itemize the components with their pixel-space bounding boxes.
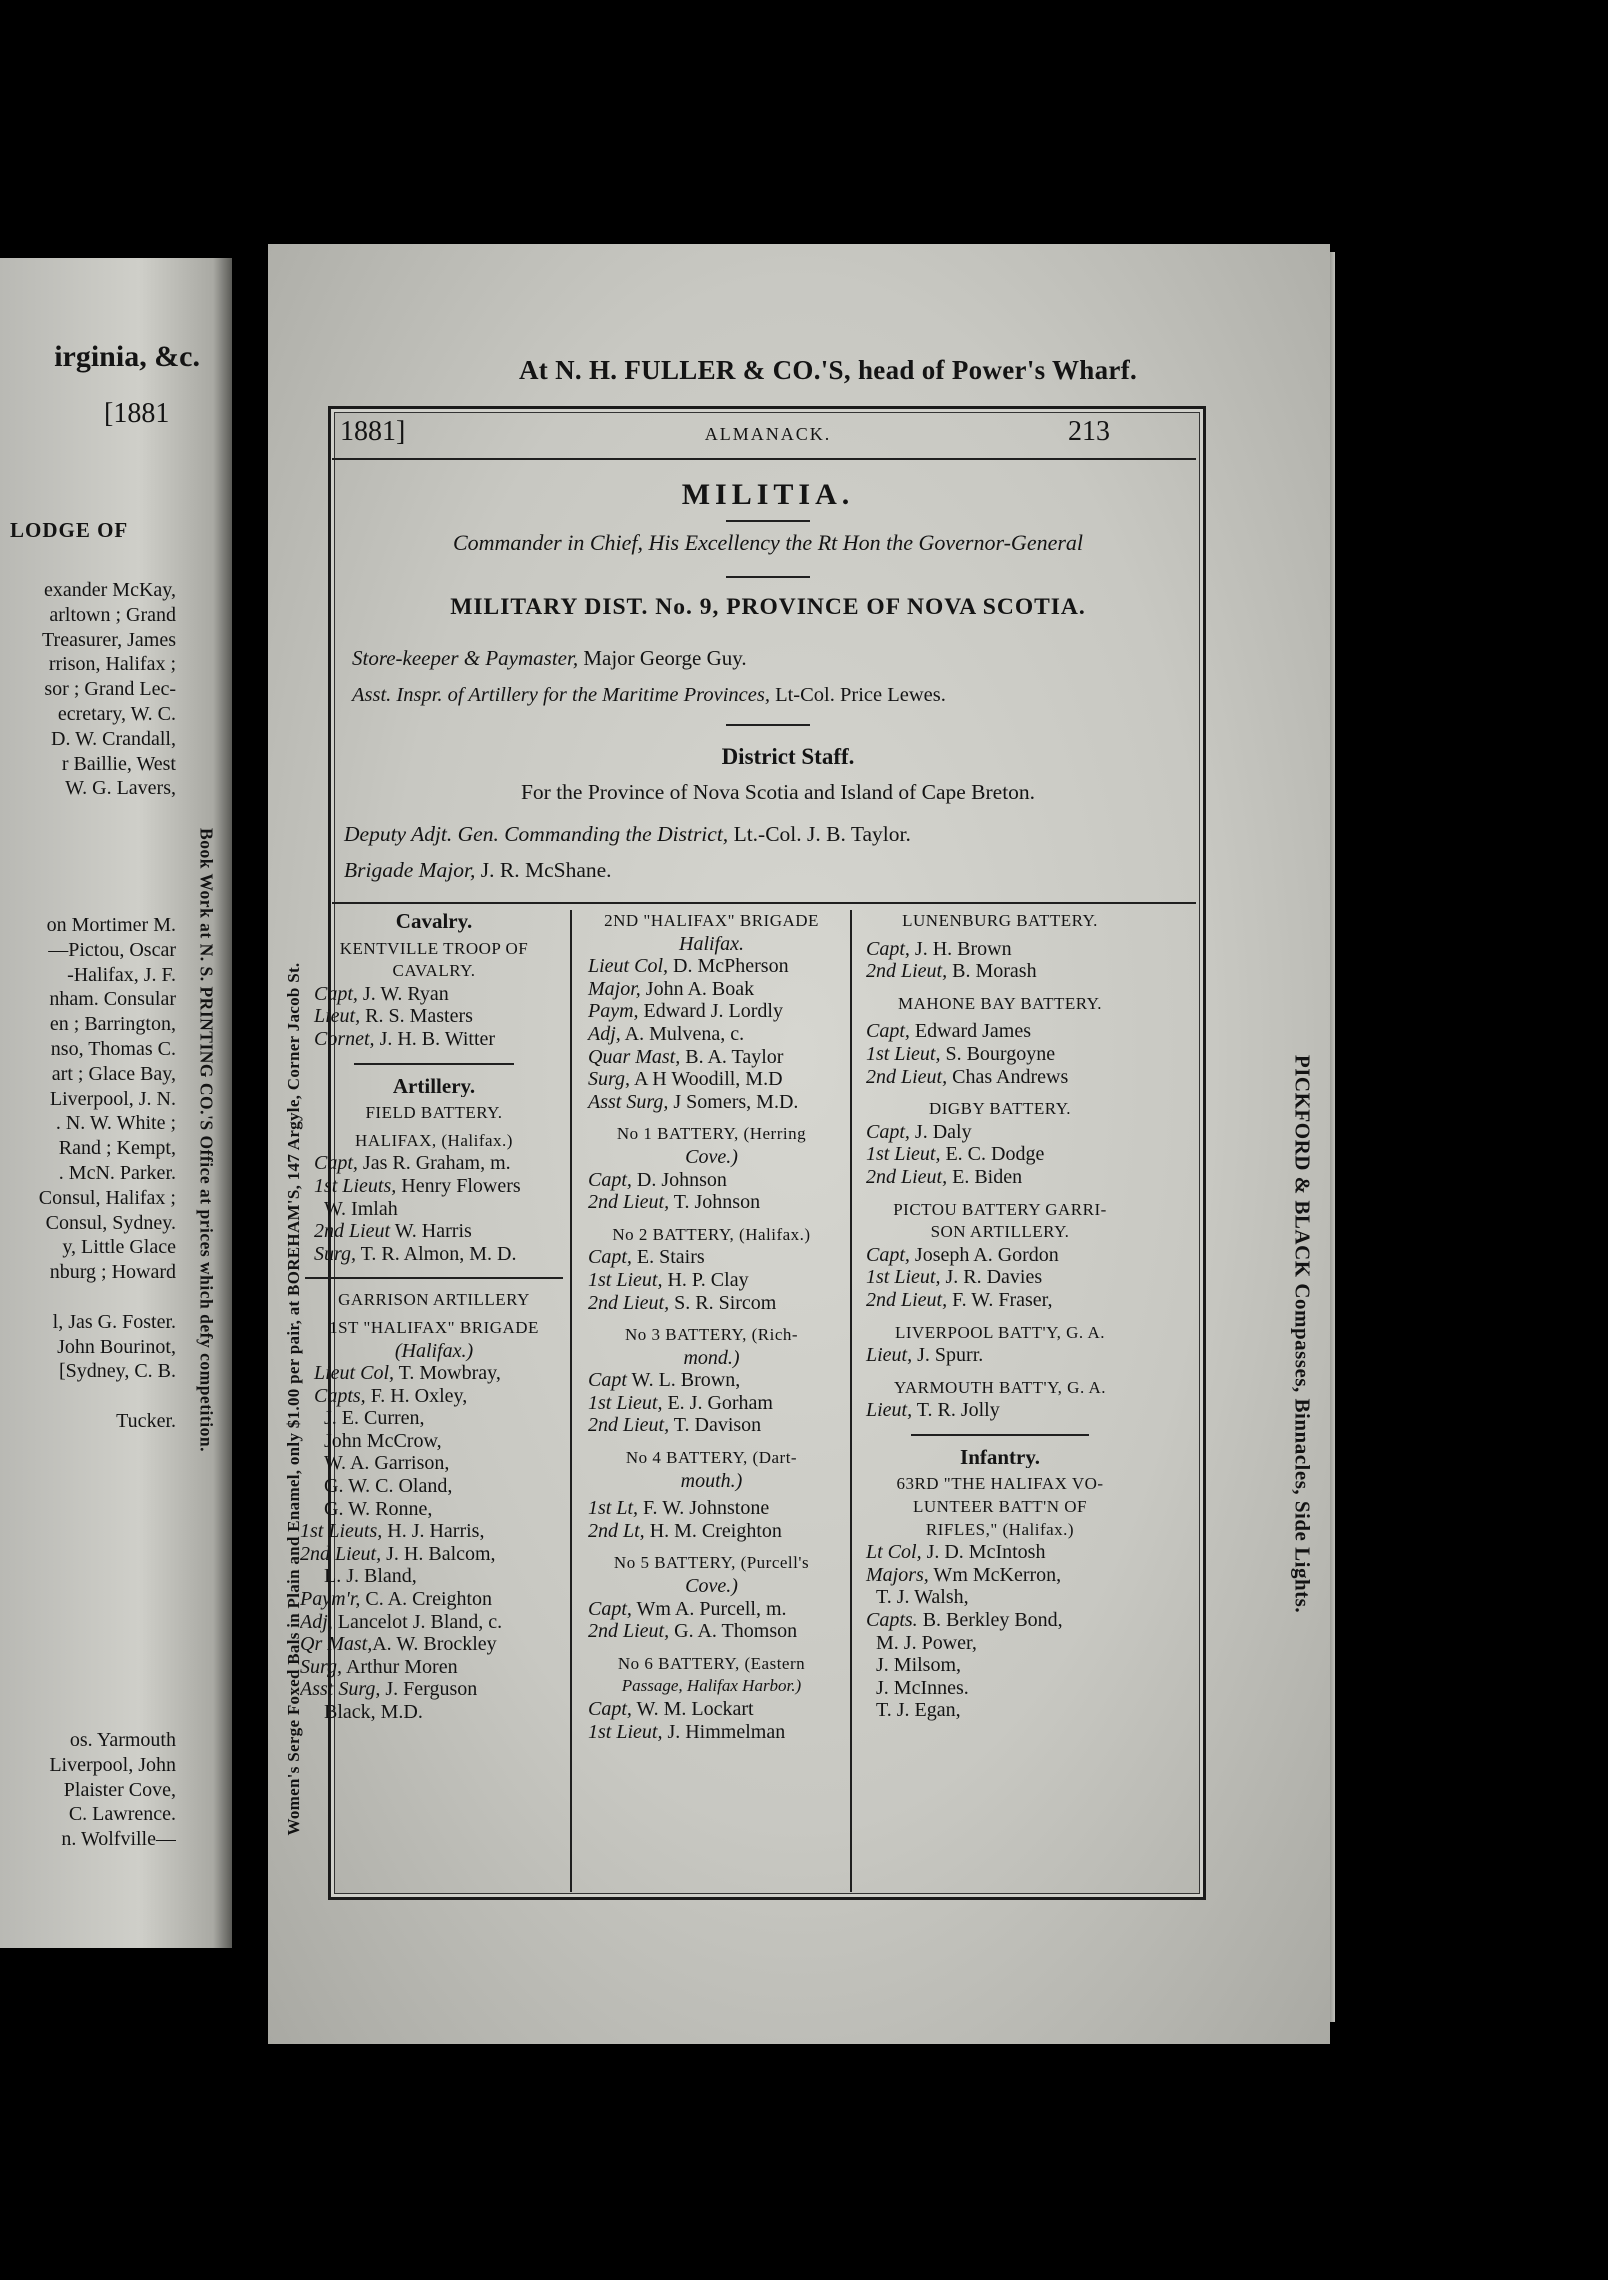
officer-entry bbox=[574, 1414, 849, 1437]
officer-entry bbox=[300, 1633, 568, 1656]
officer-name: Jas R. Graham, m. bbox=[357, 1152, 511, 1175]
staff-province: For the Province of Nova Scotia and Island of Cape Breton. bbox=[520, 780, 1036, 804]
rank: 1st Lieut, bbox=[588, 1268, 663, 1291]
running-head-advert: At N. H. FULLER & CO.'S, head of Power's Wharf. bbox=[518, 355, 1138, 385]
officer-entry bbox=[574, 1269, 849, 1292]
inspector-line bbox=[352, 684, 946, 707]
rank: Capt, bbox=[314, 982, 358, 1005]
previous-page-text-a bbox=[0, 578, 176, 801]
rank: Lieut, bbox=[314, 1005, 361, 1028]
rank: 2nd Lieut bbox=[314, 1220, 391, 1243]
previous-page-spine-advert bbox=[178, 620, 234, 1660]
officer-entry bbox=[300, 1362, 568, 1385]
officer-name: Wm McKerron, bbox=[928, 1563, 1062, 1586]
right-margin-advert bbox=[1278, 784, 1326, 1884]
rank: 1st Lieut, bbox=[866, 1266, 941, 1289]
previous-page-text-b bbox=[0, 913, 176, 1434]
text-line: Treasurer, James bbox=[42, 628, 176, 651]
officer-name: T. Johnson bbox=[669, 1191, 761, 1214]
battery-heading: FIELD BATTERY. bbox=[365, 1103, 503, 1123]
rank: Adj, bbox=[300, 1610, 333, 1633]
officer-entry bbox=[852, 1344, 1148, 1367]
rank: Qr Mast, bbox=[300, 1633, 373, 1656]
rank: 2nd Lieut, bbox=[588, 1620, 670, 1643]
officer-name: G. W. C. Oland, bbox=[324, 1475, 453, 1498]
staff-rule bbox=[726, 724, 810, 726]
officer-name: T. Davison bbox=[669, 1414, 762, 1437]
officer-entry bbox=[852, 1564, 1148, 1587]
rank: 1st Lieut, bbox=[866, 1143, 941, 1166]
text-line: en ; Barrington, bbox=[49, 1013, 176, 1036]
officer-name: T. J. Walsh, bbox=[876, 1586, 969, 1609]
rank: Capt bbox=[588, 1369, 627, 1392]
officer-entry bbox=[300, 1407, 568, 1430]
officer-name: M. J. Power, bbox=[876, 1631, 977, 1654]
column-rule bbox=[354, 1063, 515, 1065]
rank: Capt, bbox=[314, 1152, 358, 1175]
text-line: W. G. Lavers, bbox=[65, 777, 176, 800]
officer-entry bbox=[300, 983, 568, 1006]
rank: Asst Surg, bbox=[300, 1678, 381, 1701]
officer-name: Henry Flowers bbox=[396, 1174, 521, 1197]
officer-entry bbox=[574, 1620, 849, 1643]
officer-entry bbox=[574, 1721, 849, 1744]
text-line: Tucker. bbox=[116, 1409, 176, 1432]
rank: Capt, bbox=[588, 1246, 632, 1269]
deputy-adjutant-line bbox=[344, 822, 911, 847]
rank: Capts. bbox=[866, 1609, 918, 1632]
officer-name: F. W. Johnstone bbox=[638, 1497, 770, 1520]
rank: Cornet, bbox=[314, 1027, 375, 1050]
text-line: [Sydney, C. B. bbox=[58, 1360, 176, 1383]
spine-advert-text: Book Work at N. S. PRINTING CO.'S Office at prices which defy competition. bbox=[196, 828, 217, 1452]
officer-entry bbox=[852, 1166, 1148, 1189]
battery-heading: No 5 BATTERY, (Purcell's bbox=[613, 1553, 810, 1573]
officer-name: Joseph A. Gordon bbox=[909, 1243, 1059, 1266]
officer-entry bbox=[852, 1541, 1148, 1564]
brigade-major-line bbox=[344, 858, 612, 883]
officer-entry bbox=[574, 1091, 849, 1114]
officer-name: T. J. Egan, bbox=[876, 1699, 961, 1722]
officer-entry bbox=[574, 1023, 849, 1046]
rank: 1st Lieut, bbox=[588, 1720, 663, 1743]
column-rule bbox=[911, 1434, 1089, 1436]
rank: Lieut Col, bbox=[588, 955, 669, 978]
battery-heading: LIVERPOOL BATT'Y, G. A. bbox=[894, 1322, 1106, 1342]
artillery-heading: Artillery. bbox=[392, 1074, 476, 1098]
storekeeper-name: Major George Guy. bbox=[578, 646, 747, 670]
text-line: ecretary, W. C. bbox=[57, 702, 176, 725]
officer-name: J Somers, M.D. bbox=[668, 1090, 799, 1113]
rank: Capt, bbox=[588, 1597, 632, 1620]
officer-name: Chas Andrews bbox=[947, 1065, 1069, 1088]
text-line: rrison, Halifax ; bbox=[48, 653, 176, 676]
officer-name: Black, M.D. bbox=[324, 1701, 423, 1723]
officer-name: S. Bourgoyne bbox=[940, 1042, 1056, 1065]
page-number: 213 bbox=[1068, 416, 1110, 447]
officer-entry bbox=[574, 1369, 849, 1392]
officer-name: G. A. Thomson bbox=[669, 1620, 798, 1643]
officer-entry bbox=[852, 1586, 1148, 1609]
deputy-title: Deputy Adjt. Gen. Commanding the District, bbox=[344, 822, 729, 846]
rank: 2nd Lieut, bbox=[588, 1191, 670, 1214]
text-line: art ; Glace Bay, bbox=[51, 1062, 176, 1085]
rank: 2nd Lt, bbox=[588, 1519, 645, 1542]
officer-entry bbox=[300, 1520, 568, 1543]
officer-name: Lancelot J. Bland, c. bbox=[332, 1610, 503, 1633]
officer-name: Edward James bbox=[909, 1020, 1031, 1043]
officer-entry bbox=[574, 1246, 849, 1269]
rank: 1st Lieuts, bbox=[314, 1174, 397, 1197]
officer-entry bbox=[574, 1698, 849, 1721]
rank: Asst Surg, bbox=[588, 1090, 669, 1113]
officer-entry bbox=[300, 1611, 568, 1634]
officer-name: T. Mowbray, bbox=[394, 1362, 501, 1385]
rank: Quar Mast, bbox=[588, 1045, 681, 1068]
battery-location: mouth.) bbox=[680, 1469, 743, 1492]
officer-entry bbox=[300, 1198, 568, 1221]
previous-page-lodge-heading: LODGE OF bbox=[10, 518, 129, 542]
storekeeper-line bbox=[352, 646, 747, 671]
officer-name: E. Biden bbox=[947, 1165, 1023, 1188]
battery-location: mond.) bbox=[683, 1346, 740, 1369]
district-heading: MILITARY DIST. No. 9, PROVINCE OF NOVA SCOTIA. bbox=[450, 594, 1086, 620]
officer-name: J. Himmelman bbox=[662, 1720, 786, 1743]
officer-entry bbox=[852, 1066, 1148, 1089]
rank: Capt, bbox=[866, 1120, 910, 1143]
storekeeper-title: Store-keeper & Paymaster, bbox=[352, 646, 579, 670]
officer-entry bbox=[300, 1028, 568, 1051]
text-line: -Halifax, J. F. bbox=[67, 963, 176, 986]
rank: 2nd Lieut, bbox=[866, 1065, 948, 1088]
officer-name: W. Harris bbox=[390, 1220, 472, 1243]
commander-text: Commander in Chief, His Excellency the Rt Hon the Governor-General bbox=[452, 530, 1084, 555]
text-line: Consul, Sydney. bbox=[45, 1211, 176, 1234]
officer-name: J. Ferguson bbox=[380, 1678, 478, 1701]
officer-entry bbox=[300, 1475, 568, 1498]
officer-name: H. J. Harris, bbox=[382, 1520, 485, 1543]
officer-name: F. W. Fraser, bbox=[947, 1288, 1053, 1311]
battery-heading: YARMOUTH BATT'Y, G. A. bbox=[893, 1377, 1107, 1397]
officer-entry bbox=[852, 1289, 1148, 1312]
officer-name: E. C. Dodge bbox=[940, 1143, 1045, 1166]
officer-entry bbox=[300, 1565, 568, 1588]
officer-entry bbox=[852, 1399, 1148, 1422]
battery-location: Cove.) bbox=[685, 1145, 738, 1168]
text-line: l, Jas G. Foster. bbox=[52, 1310, 176, 1333]
title-rule bbox=[726, 520, 810, 522]
column-rule bbox=[305, 1277, 562, 1279]
column-cavalry-artillery bbox=[300, 910, 568, 1724]
rank: Surg, bbox=[300, 1655, 343, 1678]
text-line: on Mortimer M. bbox=[46, 914, 176, 936]
officer-entry bbox=[852, 1020, 1148, 1043]
rank: Capt, bbox=[866, 1243, 910, 1266]
battery-location: Passage, Halifax Harbor.) bbox=[621, 1676, 802, 1696]
officer-name: G. W. Ronne, bbox=[324, 1497, 433, 1520]
text-line: D. W. Crandall, bbox=[51, 727, 176, 750]
inspector-name: Lt-Col. Price Lewes. bbox=[769, 684, 946, 706]
officer-name: B. A. Taylor bbox=[680, 1045, 784, 1068]
officer-entry bbox=[852, 1143, 1148, 1166]
officer-entry bbox=[852, 960, 1148, 983]
deputy-name: Lt.-Col. J. B. Taylor. bbox=[728, 822, 911, 846]
left-margin-advert-text: Women's Serge Foxed Bals in Plain and Enamel, only $1.00 per pair, at BOREHAM'S, 147 Argyle, Corner Jacob St. bbox=[284, 962, 303, 1836]
officer-entry bbox=[852, 1654, 1148, 1677]
text-line bbox=[0, 1285, 176, 1310]
officer-name: S. R. Sircom bbox=[669, 1291, 777, 1314]
officer-entry bbox=[574, 955, 849, 978]
officer-name: B. Morash bbox=[947, 960, 1037, 983]
rank: 2nd Lieut, bbox=[588, 1414, 670, 1437]
officer-name: John A. Boak bbox=[640, 977, 755, 1000]
staff-heading: District Staff. bbox=[721, 744, 855, 769]
rank: Paym'r, bbox=[300, 1588, 361, 1611]
brigade-major-title: Brigade Major, bbox=[344, 858, 476, 882]
text-line: Liverpool, John bbox=[49, 1753, 176, 1776]
rank: 2nd Lieut, bbox=[588, 1291, 670, 1314]
officer-entry bbox=[852, 1699, 1148, 1722]
rank: Paym, bbox=[588, 1000, 639, 1023]
officer-name: J. W. Ryan bbox=[357, 982, 449, 1005]
previous-page-header: irginia, &c. bbox=[54, 340, 200, 373]
officer-name: J. Milsom, bbox=[876, 1654, 962, 1677]
text-line: exander McKay, bbox=[44, 579, 176, 601]
inspector-title: Asst. Inspr. of Artillery for the Maritime Provinces, bbox=[352, 684, 770, 706]
regiment-heading: 63RD "THE HALIFAX VO- bbox=[896, 1474, 1104, 1494]
officer-entry bbox=[574, 1000, 849, 1023]
officer-name: C. A. Creighton bbox=[360, 1588, 493, 1611]
officer-name: T. R. Jolly bbox=[912, 1399, 1000, 1422]
officer-entry bbox=[574, 978, 849, 1001]
brigade-location: (Halifax.) bbox=[394, 1339, 474, 1362]
officer-name: F. H. Oxley, bbox=[365, 1384, 468, 1407]
text-line bbox=[0, 1384, 176, 1409]
rank: Surg, bbox=[314, 1242, 357, 1265]
rank: 2nd Lieut, bbox=[866, 960, 948, 983]
rank: 1st Lt, bbox=[588, 1497, 639, 1520]
battery-heading: No 1 BATTERY, (Herring bbox=[616, 1124, 807, 1144]
rank: Major, bbox=[588, 977, 641, 1000]
battery-heading: No 4 BATTERY, (Dart- bbox=[625, 1448, 798, 1468]
section-title: MILITIA. bbox=[681, 478, 855, 511]
officer-entry bbox=[300, 1243, 568, 1266]
officer-name: W. Imlah bbox=[324, 1197, 398, 1220]
officer-entry bbox=[852, 1677, 1148, 1700]
officer-entry bbox=[300, 1385, 568, 1408]
text-line: Consul, Halifax ; bbox=[38, 1186, 176, 1209]
columns-top-rule bbox=[332, 902, 1196, 904]
officer-entry bbox=[300, 1588, 568, 1611]
rank: Surg, bbox=[588, 1068, 631, 1091]
right-margin-advert-text: PICKFORD & BLACK Compasses, Binnacles, Side Lights. bbox=[1290, 1054, 1315, 1614]
battery-heading: MAHONE BAY BATTERY. bbox=[898, 993, 1102, 1013]
officer-entry bbox=[300, 1543, 568, 1566]
officer-name: D. McPherson bbox=[668, 955, 789, 978]
officer-name: H. M. Creighton bbox=[644, 1519, 782, 1542]
rank: 2nd Lieut, bbox=[866, 1165, 948, 1188]
officer-entry bbox=[574, 1191, 849, 1214]
cavalry-heading: Cavalry. bbox=[395, 910, 473, 933]
rank: 2nd Lieut, bbox=[300, 1542, 382, 1565]
previous-page-year: [1881 bbox=[104, 398, 170, 429]
text-line: C. Lawrence. bbox=[68, 1803, 176, 1826]
officer-name: E. Stairs bbox=[631, 1246, 705, 1269]
officer-entry bbox=[574, 1169, 849, 1192]
text-line: —Pictou, Oscar bbox=[48, 938, 176, 961]
battery-heading: DIGBY BATTERY. bbox=[928, 1099, 1072, 1119]
battery-heading: PICTOU BATTERY GARRI- bbox=[893, 1199, 1107, 1219]
officer-name: E. J. Gorham bbox=[662, 1391, 773, 1414]
officer-name: J. H. Brown bbox=[909, 937, 1012, 960]
page-header-title: ALMANACK. bbox=[704, 424, 832, 444]
rank: Lieut Col, bbox=[314, 1362, 395, 1385]
text-line: y, Little Glace bbox=[62, 1236, 176, 1259]
commander-in-chief bbox=[348, 530, 1188, 556]
officer-entry bbox=[300, 1678, 568, 1701]
rank: Lt Col, bbox=[866, 1541, 922, 1564]
officer-name: W. A. Garrison, bbox=[324, 1452, 450, 1475]
text-line: nham. Consular bbox=[49, 988, 176, 1011]
officer-name: Edward J. Lordly bbox=[638, 1000, 783, 1023]
officer-entry bbox=[852, 1043, 1148, 1066]
officer-entry bbox=[574, 1520, 849, 1543]
officer-entry bbox=[300, 1656, 568, 1679]
officer-name: R. S. Masters bbox=[360, 1005, 473, 1028]
column-batteries-infantry bbox=[852, 910, 1148, 1722]
battery-location: HALIFAX, (Halifax.) bbox=[355, 1130, 513, 1150]
garrison-heading: GARRISON ARTILLERY bbox=[338, 1290, 530, 1310]
officer-entry bbox=[300, 1701, 568, 1724]
text-line: nburg ; Howard bbox=[49, 1261, 176, 1284]
regiment-heading: LUNTEER BATT'N OF bbox=[912, 1497, 1087, 1517]
battery-heading: SON ARTILLERY. bbox=[930, 1222, 1070, 1242]
officer-entry bbox=[852, 938, 1148, 961]
officer-entry bbox=[300, 1005, 568, 1028]
officer-name: John McCrow, bbox=[324, 1429, 442, 1452]
battery-heading: No 2 BATTERY, (Halifax.) bbox=[612, 1224, 811, 1244]
officer-name: H. P. Clay bbox=[662, 1268, 749, 1291]
text-line: Rand ; Kempt, bbox=[58, 1137, 176, 1160]
officer-name: J. D. McIntosh bbox=[921, 1541, 1046, 1564]
header-rule bbox=[332, 458, 1196, 460]
officer-entry bbox=[852, 1121, 1148, 1144]
regiment-heading: RIFLES," (Halifax.) bbox=[925, 1519, 1075, 1539]
officer-entry bbox=[300, 1498, 568, 1521]
officer-name: Arthur Moren bbox=[342, 1655, 458, 1678]
officer-name: T. R. Almon, M. D. bbox=[356, 1242, 517, 1265]
brigade-location: Halifax. bbox=[679, 932, 744, 955]
text-line: . McN. Parker. bbox=[58, 1161, 176, 1184]
officer-entry bbox=[574, 1392, 849, 1415]
previous-page-text-c bbox=[0, 1728, 176, 1852]
officer-entry bbox=[300, 1152, 568, 1175]
rank: 2nd Lieut, bbox=[866, 1288, 948, 1311]
officer-entry bbox=[300, 1430, 568, 1453]
officer-entry bbox=[300, 1175, 568, 1198]
officer-name: B. Berkley Bond, bbox=[917, 1609, 1063, 1632]
rank: Majors, bbox=[866, 1563, 929, 1586]
troop-heading: CAVALRY. bbox=[392, 961, 476, 981]
battery-heading: No 3 BATTERY, (Rich- bbox=[624, 1325, 799, 1345]
text-line: Liverpool, J. N. bbox=[49, 1087, 176, 1110]
brigade-major-name: J. R. McShane. bbox=[475, 858, 612, 882]
rank: 1st Lieuts, bbox=[300, 1520, 383, 1543]
battery-heading: No 6 BATTERY, (Eastern bbox=[617, 1653, 806, 1673]
officer-name: W. L. Brown, bbox=[626, 1369, 741, 1392]
officer-name: W. M. Lockart bbox=[631, 1698, 754, 1720]
officer-entry bbox=[574, 1497, 849, 1520]
text-line: arltown ; Grand bbox=[49, 603, 176, 626]
text-line: r Baillie, West bbox=[61, 752, 176, 775]
text-line: nso, Thomas C. bbox=[50, 1037, 176, 1060]
rank: 1st Lieut, bbox=[866, 1042, 941, 1065]
battery-heading: LUNENBURG BATTERY. bbox=[902, 911, 1098, 930]
officer-entry bbox=[574, 1292, 849, 1315]
officer-name: J. Daly bbox=[909, 1120, 972, 1143]
column-halifax-brigade bbox=[574, 910, 849, 1743]
officer-entry bbox=[300, 1220, 568, 1243]
text-line: os. Yarmouth bbox=[69, 1729, 176, 1751]
officer-name: A. Mulvena, c. bbox=[620, 1022, 745, 1045]
officer-name: J. H. Balcom, bbox=[381, 1542, 496, 1565]
officer-name: L. J. Bland, bbox=[324, 1565, 417, 1588]
almanack-page bbox=[268, 244, 1330, 2044]
officer-name: J. McInnes. bbox=[876, 1676, 969, 1699]
officer-entry bbox=[574, 1046, 849, 1069]
text-line: Plaister Cove, bbox=[63, 1778, 176, 1801]
officer-entry bbox=[852, 1244, 1148, 1267]
rank: Capt, bbox=[588, 1168, 632, 1191]
battery-location: Cove.) bbox=[685, 1575, 738, 1598]
officer-name: J. E. Curren, bbox=[324, 1407, 425, 1430]
officer-name: J. Spurr. bbox=[912, 1344, 984, 1367]
rank: Capt, bbox=[866, 1020, 910, 1043]
rank: 1st Lieut, bbox=[588, 1391, 663, 1414]
brigade-heading: 1ST "HALIFAX" BRIGADE bbox=[329, 1317, 539, 1337]
officer-name: J. R. Davies bbox=[940, 1266, 1043, 1289]
rank: Adj, bbox=[588, 1022, 621, 1045]
text-line: . N. W. White ; bbox=[55, 1112, 176, 1135]
commander-rule bbox=[726, 576, 810, 578]
officer-entry bbox=[574, 1068, 849, 1091]
officer-name: D. Johnson bbox=[631, 1168, 727, 1191]
rank: Lieut, bbox=[866, 1399, 913, 1422]
officer-name: A. W. Brockley bbox=[372, 1633, 497, 1656]
text-line: John Bourinot, bbox=[57, 1335, 176, 1358]
officer-entry bbox=[852, 1609, 1148, 1632]
text-line: sor ; Grand Lec- bbox=[44, 678, 176, 701]
page-year: 1881] bbox=[340, 416, 406, 447]
officer-name: Wm A. Purcell, m. bbox=[631, 1597, 787, 1620]
officer-entry bbox=[852, 1632, 1148, 1655]
rank: Capt, bbox=[588, 1698, 632, 1720]
officer-entry bbox=[852, 1266, 1148, 1289]
column-divider bbox=[570, 910, 572, 1892]
troop-heading: KENTVILLE TROOP OF bbox=[339, 938, 529, 958]
text-line: n. Wolfville— bbox=[61, 1828, 176, 1851]
rank: Lieut, bbox=[866, 1344, 913, 1367]
officer-name: A H Woodill, M.D bbox=[630, 1068, 783, 1091]
infantry-heading: Infantry. bbox=[960, 1445, 1040, 1469]
officer-name: J. H. B. Witter bbox=[374, 1027, 496, 1050]
brigade-heading: 2ND "HALIFAX" BRIGADE bbox=[604, 911, 819, 930]
rank: Capt, bbox=[866, 937, 910, 960]
officer-entry bbox=[300, 1452, 568, 1475]
officer-entry bbox=[574, 1598, 849, 1621]
rank: Capts, bbox=[314, 1384, 366, 1407]
